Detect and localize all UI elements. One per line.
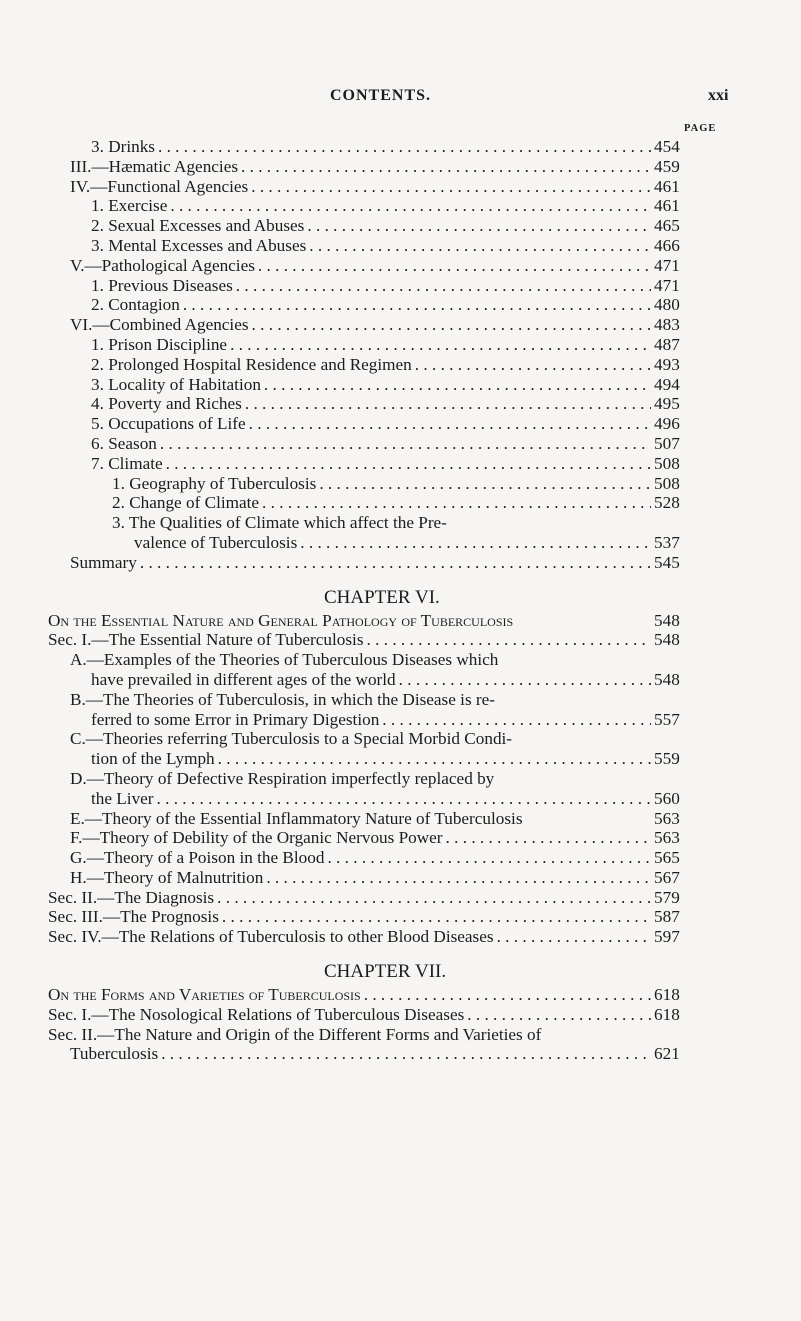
toc-entry-title: 2. Change of Climate (112, 493, 262, 512)
toc-entry-title: valence of Tuberculosis (134, 533, 300, 552)
toc-entry (0, 355, 801, 375)
toc-entry-title: 3. Mental Excesses and Abuses (91, 236, 309, 255)
toc-entry (0, 533, 801, 553)
toc-entry (0, 196, 801, 216)
toc-entry-title: tion of the Lymph (91, 749, 218, 768)
toc-entry-page: 579 (654, 887, 680, 907)
toc-entry-page: 618 (654, 1004, 680, 1024)
toc-entry (0, 276, 801, 296)
toc-entry-title: Sec. III.—The Prognosis (48, 907, 222, 926)
toc-entry (0, 157, 801, 177)
toc-entry (0, 630, 801, 650)
toc-entry (0, 789, 801, 809)
toc-entry (0, 493, 801, 513)
toc-entry (0, 474, 801, 494)
toc-entry-title: 3. Locality of Habitation (91, 375, 264, 394)
toc-entry (0, 729, 801, 749)
toc-entry (0, 414, 801, 434)
toc-entry-title: G.—Theory of a Poison in the Blood (70, 848, 327, 867)
toc-entry (0, 394, 801, 414)
toc-entry-page: 557 (654, 709, 680, 729)
toc-entry (0, 256, 801, 276)
toc-entry (0, 769, 801, 789)
toc-entry-page: 493 (654, 354, 680, 374)
toc-entry-title: D.—Theory of Defective Respiration imperfectly replaced by (70, 769, 497, 788)
toc-entry (0, 611, 801, 631)
toc-entry (0, 137, 801, 157)
toc-entry (0, 553, 801, 573)
toc-entry-page: 563 (654, 808, 680, 828)
toc-entry (0, 907, 801, 927)
toc-entry-page: 507 (654, 433, 680, 453)
toc-entry (0, 513, 801, 533)
toc-entry-title: B.—The Theories of Tuberculosis, in which the Disease is re- (70, 690, 498, 709)
toc-entry-title: 1. Exercise (91, 196, 170, 215)
toc-entry (0, 1005, 801, 1025)
chapter-heading-text: CHAPTER VII. (324, 961, 447, 983)
toc-entry-title: IV.—Functional Agencies (70, 177, 251, 196)
toc-entry-page: 597 (654, 927, 680, 947)
toc-entry (0, 1025, 801, 1045)
toc-entry-title: H.—Theory of Malnutrition (70, 868, 266, 887)
toc-entry-title: 2. Contagion (91, 295, 183, 314)
chapter-heading (0, 947, 801, 985)
toc-entry-title: Tuberculosis (70, 1044, 161, 1063)
toc-entry-page: 560 (654, 788, 680, 808)
chapter-heading-text: CHAPTER VI. (324, 586, 440, 608)
toc-entry-page: 496 (654, 414, 680, 434)
toc-entry-page: 466 (654, 235, 680, 255)
toc-entry-page: 528 (654, 493, 680, 513)
toc-entry (0, 670, 801, 690)
toc-entry (0, 868, 801, 888)
running-page-number: xxi (708, 87, 729, 104)
toc-entry-page: 483 (654, 315, 680, 335)
toc-entry-title: 1. Prison Discipline (91, 335, 230, 354)
toc-entry-title: Sec. IV.—The Relations of Tuberculosis to other Blood Diseases (48, 927, 497, 946)
toc-entry-page: 494 (654, 374, 680, 394)
toc-entry (0, 454, 801, 474)
toc-entry-title: ferred to some Error in Primary Digestion (91, 710, 382, 729)
toc-entry-page: 567 (654, 867, 680, 887)
toc-entry-title: Sec. II.—The Diagnosis (48, 888, 217, 907)
toc-entry (0, 985, 801, 1005)
toc-entry-page: 587 (654, 907, 680, 927)
toc-entry-page: 461 (654, 176, 680, 196)
toc-entry-title: Sec. II.—The Nature and Origin of the Different Forms and Varieties of (48, 1025, 544, 1044)
toc-entry-page: 545 (654, 552, 680, 572)
toc-entry-page: 480 (654, 295, 680, 315)
toc-entry-page: 548 (654, 610, 680, 630)
toc-entry-title: VI.—Combined Agencies (70, 315, 252, 334)
toc-entry-page: 508 (654, 473, 680, 493)
toc-entry (0, 335, 801, 355)
toc-entry-page: 465 (654, 216, 680, 236)
toc-entry-title: 3. Drinks (91, 137, 158, 156)
toc-entry (0, 690, 801, 710)
toc-entry-page: 461 (654, 196, 680, 216)
chapter-heading (0, 573, 801, 611)
running-header (0, 87, 801, 111)
toc-entry (0, 315, 801, 335)
toc-entry-page: 563 (654, 828, 680, 848)
toc-entry-page: 565 (654, 848, 680, 868)
toc-entry (0, 236, 801, 256)
table-of-contents (0, 137, 801, 1064)
toc-entry (0, 848, 801, 868)
toc-entry (0, 375, 801, 395)
toc-entry-title: the Liver (91, 789, 157, 808)
toc-entry (0, 216, 801, 236)
toc-entry-page: 471 (654, 255, 680, 275)
toc-entry-page: 548 (654, 669, 680, 689)
toc-entry-title: 3. The Qualities of Climate which affect the Pre- (112, 513, 450, 532)
toc-entry (0, 295, 801, 315)
toc-entry-title: F.—Theory of Debility of the Organic Nervous Power (70, 828, 446, 847)
toc-entry (0, 927, 801, 947)
toc-entry-title: 1. Geography of Tuberculosis (112, 474, 319, 493)
toc-entry-title: 7. Climate (91, 454, 166, 473)
toc-entry-page: 487 (654, 334, 680, 354)
toc-entry-page: 537 (654, 532, 680, 552)
toc-entry-page: 495 (654, 394, 680, 414)
toc-entry-title: 2. Prolonged Hospital Residence and Regimen (91, 355, 415, 374)
toc-entry-title: Summary (70, 553, 140, 572)
toc-entry-title: V.—Pathological Agencies (70, 256, 258, 275)
toc-entry-title: E.—Theory of the Essential Inflammatory Nature of Tuberculosis (70, 809, 526, 828)
toc-entry-title: 4. Poverty and Riches (91, 394, 245, 413)
toc-entry-title: Sec. I.—The Nosological Relations of Tuberculous Diseases (48, 1005, 467, 1024)
toc-entry (0, 177, 801, 197)
toc-entry-page: 548 (654, 630, 680, 650)
toc-entry-page: 618 (654, 985, 680, 1005)
toc-entry (0, 1044, 801, 1064)
toc-entry (0, 828, 801, 848)
toc-entry-page: 621 (654, 1044, 680, 1064)
toc-entry-title: have prevailed in different ages of the world (91, 670, 399, 689)
toc-entry-page: 454 (654, 137, 680, 156)
toc-entry (0, 749, 801, 769)
toc-entry-title: On the Essential Nature and General Pathology of Tuberculosis (48, 611, 516, 630)
toc-entry-title: 2. Sexual Excesses and Abuses (91, 216, 307, 235)
toc-entry-page: 508 (654, 453, 680, 473)
toc-entry-title: 6. Season (91, 434, 160, 453)
toc-entry-title: 5. Occupations of Life (91, 414, 249, 433)
toc-entry (0, 650, 801, 670)
toc-entry-page: 459 (654, 156, 680, 176)
running-title: CONTENTS. (330, 87, 432, 104)
page-column-label: PAGE (684, 123, 717, 134)
toc-entry-page: 471 (654, 275, 680, 295)
toc-entry-title: Sec. I.—The Essential Nature of Tuberculosis (48, 630, 367, 649)
toc-entry (0, 809, 801, 829)
toc-entry-title: On the Forms and Varieties of Tuberculosis (48, 985, 364, 1004)
toc-entry-title: C.—Theories referring Tuberculosis to a Special Morbid Condi- (70, 729, 515, 748)
toc-entry (0, 710, 801, 730)
toc-entry-title: 1. Previous Diseases (91, 276, 236, 295)
toc-entry-page: 559 (654, 749, 680, 769)
toc-entry-title: III.—Hæmatic Agencies (70, 157, 241, 176)
toc-entry (0, 888, 801, 908)
toc-entry-title: A.—Examples of the Theories of Tuberculous Diseases which (70, 650, 501, 669)
toc-entry (0, 434, 801, 454)
